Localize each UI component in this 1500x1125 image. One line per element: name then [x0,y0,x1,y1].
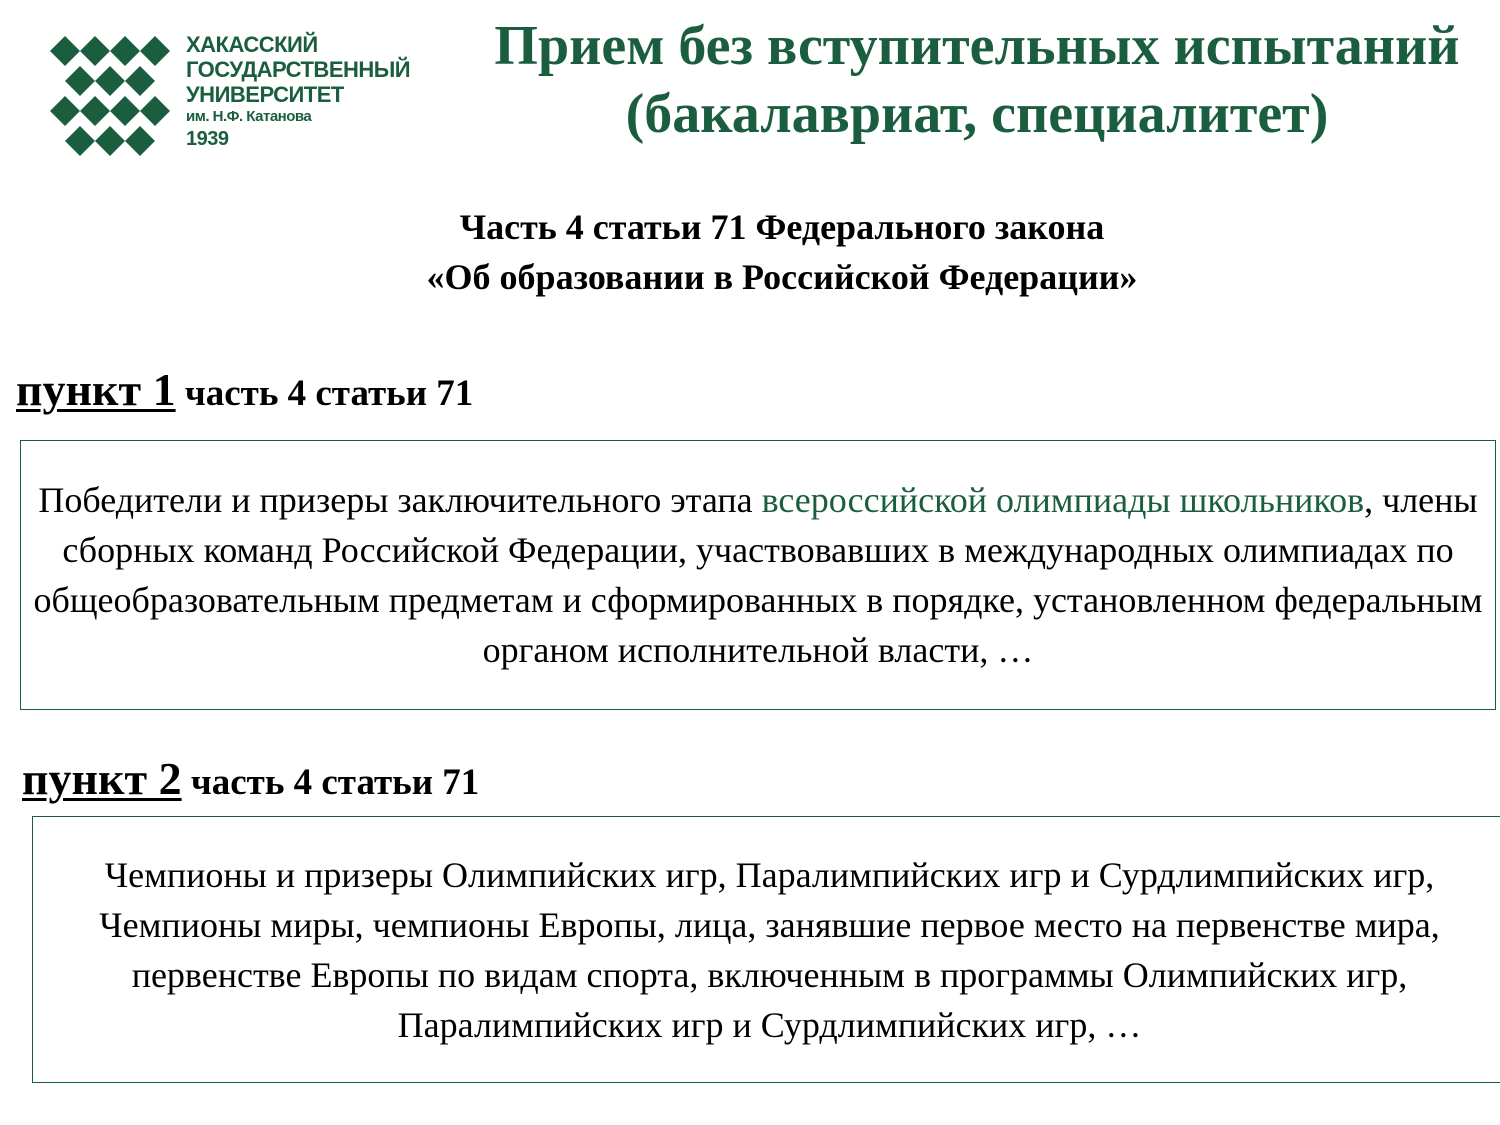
page-title [462,12,1492,148]
item-2-suffix: часть 4 статьи 71 [190,762,480,803]
item-2-heading [22,753,480,805]
logo-line-1: ХАКАССКИЙ [186,32,318,57]
page-title-line-2: (бакалавриат, специалитет) [625,83,1329,145]
law-reference-line-1: Часть 4 статьи 71 Федерального закона [459,207,1105,247]
law-reference [0,202,1500,302]
item-1-text-after: , члены сборных команд Российской Федерации, участвовавших в международных олимпиадах по общеобразовательным предметам и сформированных в порядке, установленном федеральным органом исполнительной власти, … [33,480,1483,670]
item-1-box [20,440,1496,710]
page-title-line-1: Прием без вступительных испытаний [494,15,1460,77]
university-logo [50,32,460,162]
law-reference-line-2: «Об образовании в Российской Федерации» [426,257,1138,297]
item-2-label: пункт 2 [22,753,182,804]
item-1-heading [16,364,474,416]
item-1-text-before: Победители и призеры заключительного этапа [38,480,762,520]
logo-name-line: им. Н.Ф. Катанова [186,108,312,125]
olympiad-highlight: всероссийской олимпиады школьников [761,480,1365,520]
item-1-label: пункт 1 [16,364,176,415]
logo-line-2: ГОСУДАРСТВЕННЫЙ [186,57,411,82]
logo-diamond-grid-icon [50,36,172,158]
logo-year: 1939 [186,128,229,150]
logo-text [186,32,410,152]
item-2-box [32,816,1500,1083]
item-2-text: Чемпионы и призеры Олимпийских игр, Паралимпийских игр и Сурдлимпийских игр, Чемпионы миры, чемпионы Европы, лица, занявшие первое место на первенстве мира, первенстве Европы по видам спорта, включенным в программы Олимпийских игр, Паралимпийских игр и Сурдлимпийских игр, … [99,854,1440,1045]
item-1-suffix: часть 4 статьи 71 [184,373,474,414]
item-1-text [33,475,1483,675]
logo-line-3: УНИВЕРСИТЕТ [186,82,344,107]
